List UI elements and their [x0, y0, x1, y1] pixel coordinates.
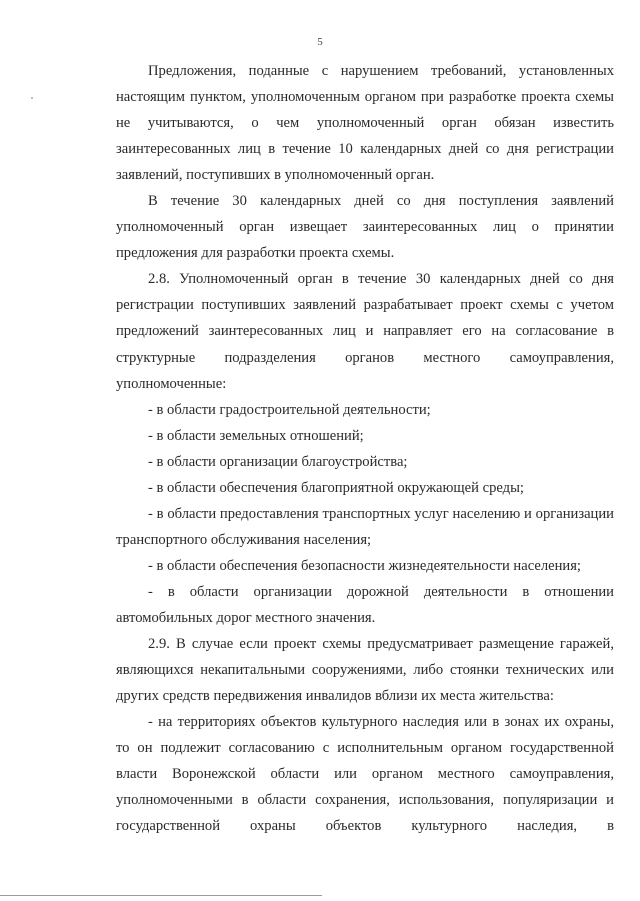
- list-item: - в области обеспечения благоприятной окружающей среды;: [148, 479, 524, 496]
- footer-rule: [0, 895, 322, 896]
- paragraph: 2.8. Уполномоченный орган в течение 30 календарных дней со дня регистрации поступивших заявлений разрабатывает проект схемы с учетом предложений заинтересованных лиц и направляет его на согласование в структурные подразделения органов местного самоуправления, уполномоченные:: [116, 271, 614, 392]
- paragraph: Предложения, поданные с нарушением требований, установленных настоящим пунктом, уполномоченным органом при разработке проекта схемы не учитываются, о чем уполномоченный орган обязан известить заинтересованных лиц в течение 10 календарных дней со дня регистрации заявлений, поступивших в уполномоченный орган.: [116, 63, 614, 184]
- paragraph: 2.9. В случае если проект схемы предусматривает размещение гаражей, являющихся некапитальными сооружениями, либо стоянки технических или других средств передвижения инвалидов вблизи их места жительства:: [116, 636, 614, 705]
- document-body: [116, 58, 614, 839]
- list-item: - в области организации дорожной деятельности в отношении автомобильных дорог местного значения.: [116, 583, 614, 626]
- scan-speck: [31, 97, 33, 99]
- page-number: 5: [317, 36, 323, 48]
- list-item: - в области организации благоустройства;: [148, 453, 408, 470]
- list-item: - в области земельных отношений;: [148, 427, 364, 444]
- paragraph: В течение 30 календарных дней со дня поступления заявлений уполномоченный орган извещает заинтересованных лиц о принятии предложения для разработки проекта схемы.: [116, 193, 614, 262]
- list-item: - в области обеспечения безопасности жизнедеятельности населения;: [148, 557, 581, 574]
- list-item: - в области градостроительной деятельности;: [148, 401, 431, 418]
- list-item: - в области предоставления транспортных услуг населению и организации транспортного обслуживания населения;: [116, 505, 614, 548]
- list-item: - на территориях объектов культурного наследия или в зонах их охраны, то он подлежит согласованию с исполнительным органом государственной власти Воронежской области или органом местного самоуправления, уполномоченными в области сохранения, использования, популяризации и государственной охраны объектов культурного наследия, в: [116, 714, 614, 835]
